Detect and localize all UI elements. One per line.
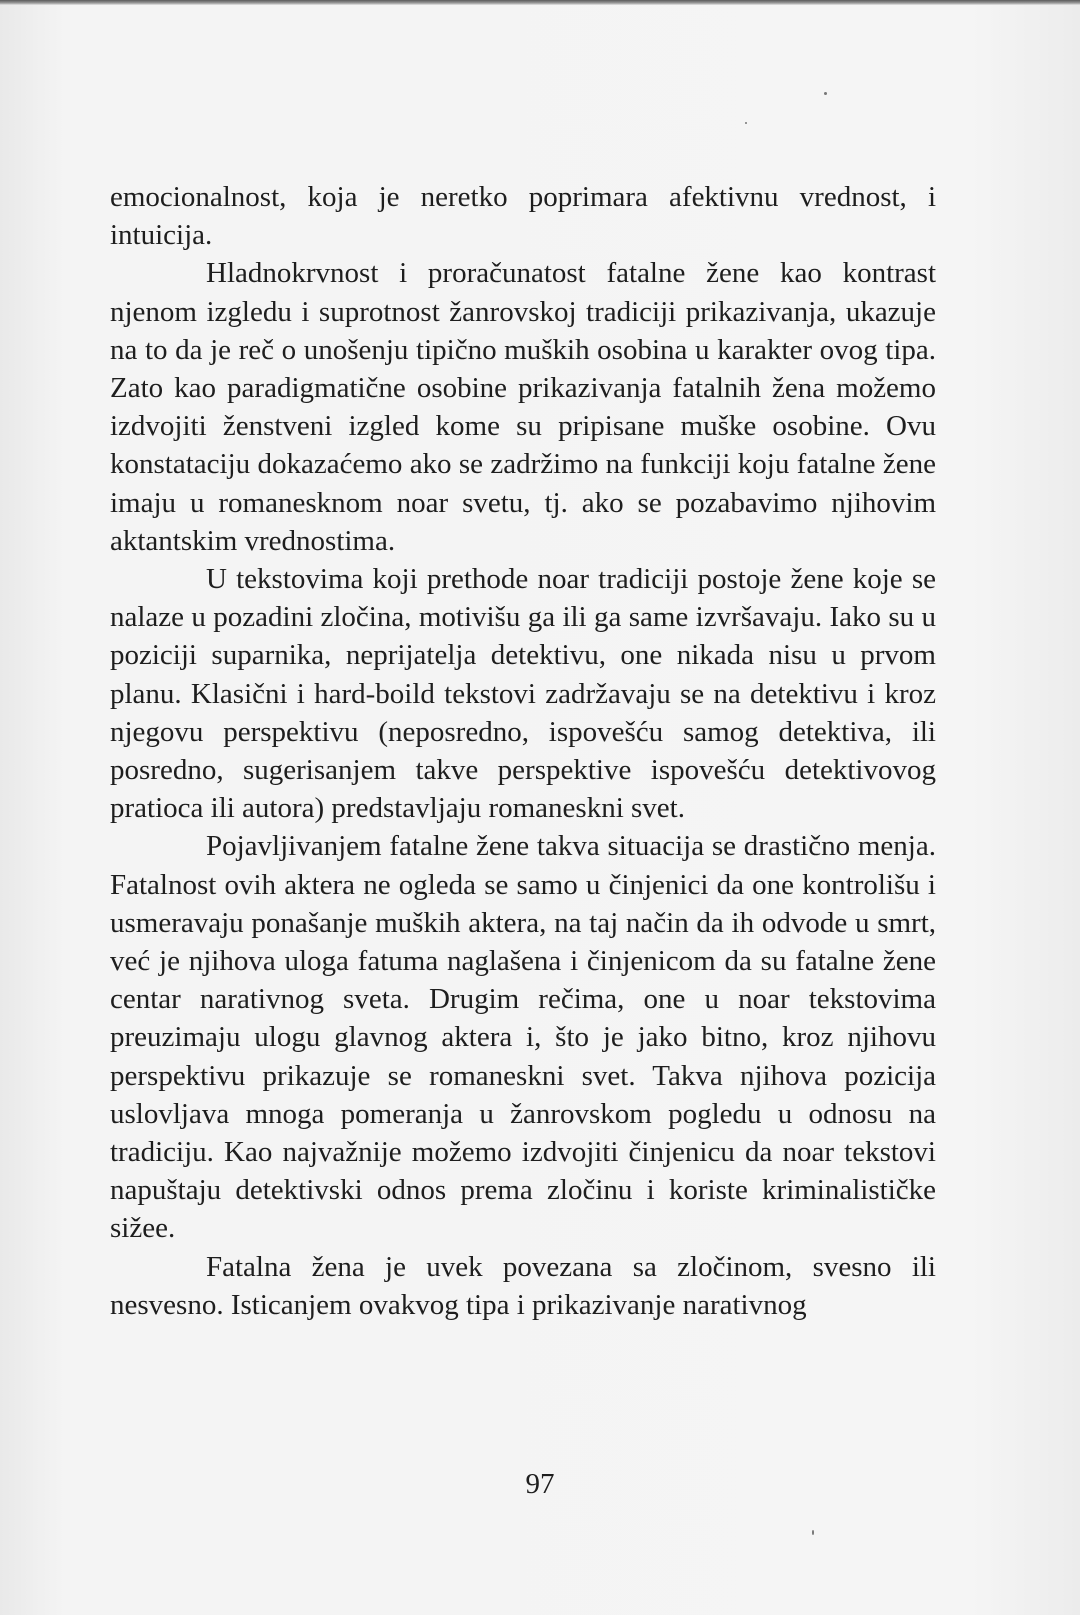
page-top-edge bbox=[0, 0, 1080, 5]
paragraph: Fatalna žena je uvek povezana sa zločinom, svesno ili nesvesno. Isticanjem ovakvog tipa i prikazivanje narativnog bbox=[110, 1250, 936, 1321]
dust-speck bbox=[824, 92, 827, 95]
paragraph: emocionalnost, koja je neretko poprimara afektivnu vrednost, i intuicija. bbox=[110, 181, 936, 252]
dust-speck bbox=[745, 122, 747, 124]
paragraph: Hladnokrvnost i proračunatost fatalne žene kao kontrast njenom izgledu i suprotnost žanrovskoj tradiciji prikazivanja, ukazuje na to da je reč o unošenju tipično muških osobina u karakter ovog tipa. Zato kao paradigmatične osobine prikazivanja fatalnih žena možemo izdvojiti ženstveni izgled kome su pripisane muške osobine. Ovu konstataciju dokazaćemo ako se zadržimo na funkciji koju fatalne žene imaju u romanesknom noar svetu, tj. ako se pozabavimo njihovim aktantskim vrednostima. bbox=[110, 257, 936, 557]
dust-speck bbox=[812, 1530, 814, 1535]
paragraph: Pojavljivanjem fatalne žene takva situacija se drastično menja. Fatalnost ovih aktera ne ogleda se samo u činjenici da one kontrolišu i usmeravaju ponašanje muških aktera, na taj način da ih odvode u smrt, već je njihova uloga fatuma naglašena i činjenicom da su fatalne žene centar narativnog sveta. Drugim rečima, one u noar tekstovima preuzimaju ulogu glavnog aktera i, što je jako bitno, kroz njihovu perspektivu prikazuje se romaneskni svet. Takva njihova pozicija uslovljava mnoga pomeranja u žanrovskom pogledu u odnosu na tradiciju. Kao najvažnije možemo izdvojiti činjenicu da noar tekstovi napuštaju detektivski odnos prema zločinu i koriste kriminalističke sižee. bbox=[110, 830, 936, 1245]
paragraph: U tekstovima koji prethode noar tradiciji postoje žene koje se nalaze u pozadini zločina, motivišu ga ili ga same izvršavaju. Iako su u poziciji suparnika, neprijatelja detektivu, one nikada nisu u prvom planu. Klasični i hard-boild tekstovi zadržavaju se na detektivu i kroz njegovu perspektivu (neposredno, ispovešću samog detektiva, ili posredno, sugerisanjem takve perspektive ispovešću detektivovog pratioca ili autora) predstavljaju romaneskni svet. bbox=[110, 563, 936, 825]
body-text bbox=[110, 178, 936, 1324]
page-number: 97 bbox=[525, 1468, 555, 1500]
